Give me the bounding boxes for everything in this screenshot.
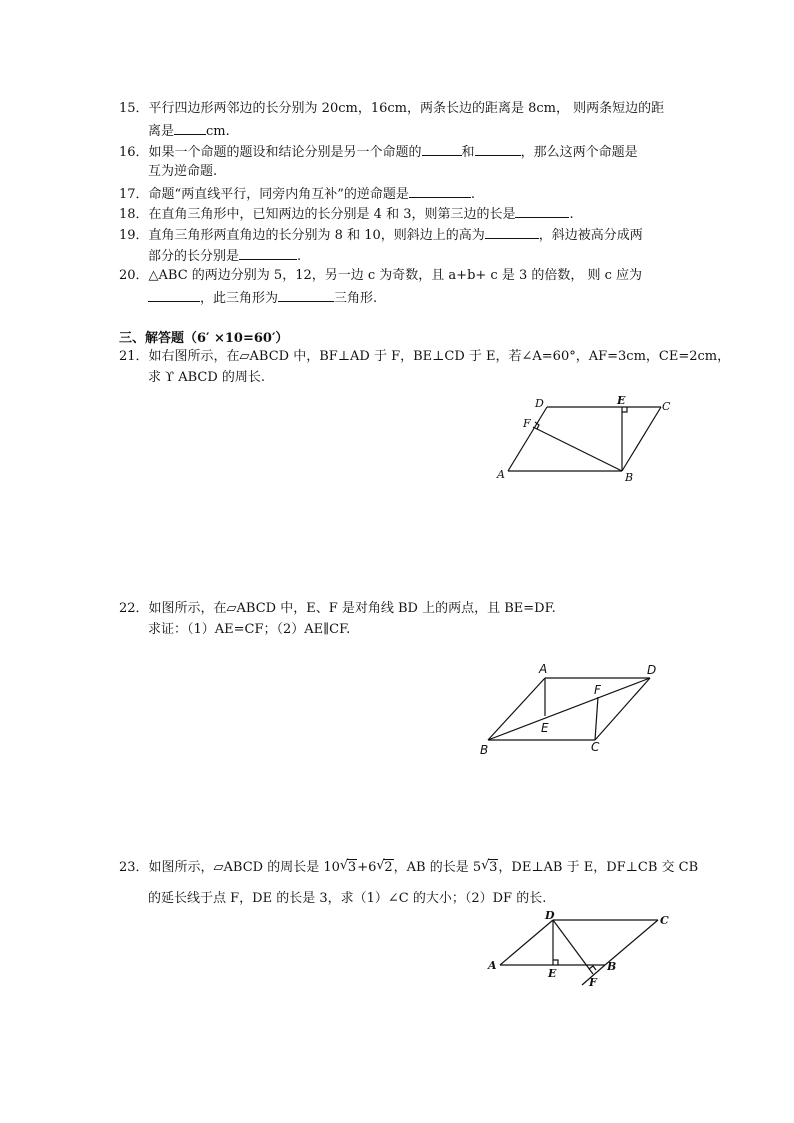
segment-BF xyxy=(533,427,622,471)
q20-text-post: 三角形. xyxy=(334,291,378,306)
q16-text-post: ，那么这两个命题是 xyxy=(520,145,638,160)
segment-BC xyxy=(605,920,658,965)
q21-text: 21．如右图所示，在▱ABCD 中，BF⊥AD 于 F，BE⊥CD 于 E，若∠A=60°，AF=3cm，CE=2cm， xyxy=(119,349,731,364)
q22-text: 22．如图所示，在▱ABCD 中，E、F 是对角线 BD 上的两点，且 BE=DF. xyxy=(119,601,556,616)
q21-text-2: 求 ϒ ABCD 的周长. xyxy=(148,370,266,385)
label-A: A xyxy=(497,468,505,481)
label-F: F xyxy=(594,683,601,697)
segment-CD xyxy=(595,678,650,740)
right-angle-mark xyxy=(622,407,627,412)
figure-q22 xyxy=(488,678,650,740)
q23-radicand-2: 2 xyxy=(384,860,393,875)
q15-text-post: cm. xyxy=(206,124,230,139)
q22-text-2: 求证：（1）AE=CF；（2）AE∥CF. xyxy=(148,622,351,637)
label-E: E xyxy=(617,394,626,407)
label-B: B xyxy=(625,471,634,484)
q17-text-post: . xyxy=(470,187,475,202)
q20-text-mid: ，此三角形为 xyxy=(200,291,279,306)
segment-AB xyxy=(488,678,545,740)
q23-text-3: ，AB 的长是 5 xyxy=(393,860,482,875)
segment-DF xyxy=(553,920,593,974)
q23-text-1: 23．如图所示，▱ABCD 的周长是 10 xyxy=(119,860,340,875)
segment-BC xyxy=(622,407,661,471)
q19-text-2-post: . xyxy=(297,249,302,264)
q18-text-pre: 18．在直角三角形中，已知两边的长分别是 4 和 3，则第三边的长是 xyxy=(119,207,516,222)
label-E: E xyxy=(541,721,549,735)
sqrt-symbol: √ 3 xyxy=(481,858,498,875)
q23-text-5: 的延长线于点 F，DE 的长是 3，求（1）∠C 的大小；（2）DF 的长. xyxy=(148,891,547,906)
figure-q23 xyxy=(500,920,658,985)
label-C: C xyxy=(660,914,669,927)
q16-text-pre: 16．如果一个命题的题设和结论分别是另一个命题的 xyxy=(119,145,422,160)
sqrt-symbol: √ 2 xyxy=(376,858,393,875)
q20-text: 20．△ABC 的两边分别为 5，12，另一边 c 为奇数，且 a+b+ c 是 3 的倍数， 则 c 应为 xyxy=(119,268,643,283)
q18-text-post: . xyxy=(569,207,574,222)
segment-CF xyxy=(595,697,598,740)
label-D: D xyxy=(545,909,555,922)
label-B: B xyxy=(480,743,489,757)
sqrt-symbol: √ 3 xyxy=(339,858,357,875)
q23-text-4: ，DE⊥AB 于 E，DF⊥CB 交 CB xyxy=(498,860,699,875)
q19-text-post: ，斜边被高分成两 xyxy=(538,228,643,243)
label-B: B xyxy=(607,960,617,973)
q23-radicand-1: 3 xyxy=(347,860,357,875)
label-D: D xyxy=(647,663,657,677)
label-C: C xyxy=(591,740,600,754)
figure-q21 xyxy=(508,407,661,471)
segment-AD xyxy=(500,920,553,965)
q19-text-2-pre: 部分的长分别是 xyxy=(148,249,240,264)
diagonal-BD xyxy=(488,678,650,740)
q15-text: 15．平行四边形两邻边的长分别为 20cm，16cm，两条长边的距离是 8cm， 则两条短边的距 xyxy=(119,101,665,116)
label-E: E xyxy=(548,967,557,980)
q16-text-mid: 和 xyxy=(461,145,475,160)
label-C: C xyxy=(662,400,671,413)
label-F: F xyxy=(589,976,597,989)
q15-text-pre: 离是 xyxy=(148,124,175,139)
q16-text-2: 互为逆命题. xyxy=(148,164,218,179)
section-heading: 三、解答题（6′ ×10=60′） xyxy=(119,331,289,346)
label-A: A xyxy=(539,662,548,676)
q19-text-pre: 19．直角三角形两直角边的长分别为 8 和 10，则斜边上的高为 xyxy=(119,228,485,243)
label-A: A xyxy=(488,959,497,972)
q23-text-2: +6 xyxy=(357,860,377,875)
label-F: F xyxy=(523,417,531,430)
right-angle-mark xyxy=(553,960,558,965)
q23-radicand-3: 3 xyxy=(489,860,498,875)
label-D: D xyxy=(535,397,544,410)
q17-text-pre: 17．命题“两直线平行，同旁内角互补”的逆命题是 xyxy=(119,187,409,202)
